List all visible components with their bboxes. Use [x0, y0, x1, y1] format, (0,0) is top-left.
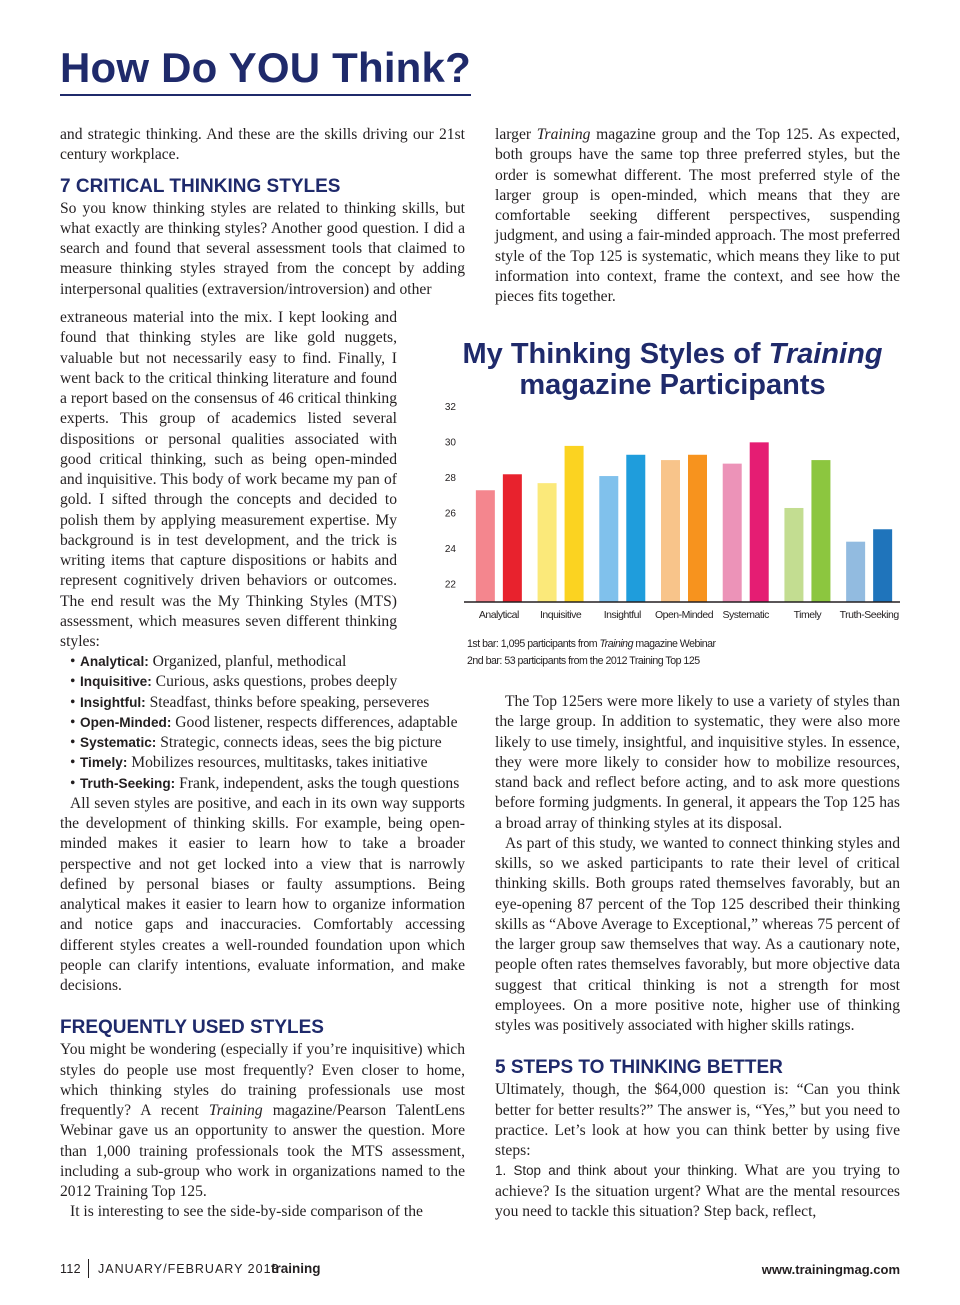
paragraph-step-1: 1. Stop and think about your thinking. What are you trying to achieve? Is the situation urgent? What are the mental resources you need to tackle this situation? Step back, reflect,	[495, 1162, 900, 1220]
x-category-label: Truth-Seeking	[839, 609, 899, 621]
x-category-label: Insightful	[603, 609, 641, 621]
list-item: • Systematic: Strategic, connects ideas, sees the big picture	[70, 733, 465, 753]
bar-analytical-series-2	[503, 474, 522, 602]
left-column-top	[60, 125, 465, 300]
heading-steps-to-thinking-better: 5 STEPS TO THINKING BETTER	[495, 1057, 783, 1079]
x-category-label: Open-Minded	[654, 609, 714, 621]
page-number: 112	[60, 1262, 81, 1276]
paragraph-variety: The Top 125ers were more likely to use a variety of styles than the large group. In addition to systematic, they were also more likely to use timely, insightful, and inquisitive styles. In essence, they were more likely to consider how to mobilize resources, stand back and reflect before acting, and to ask more questions before forming judgments. In general, it appears the Top 125 has a broad array of thinking styles at its disposal.	[495, 693, 900, 832]
thinking-styles-list	[60, 652, 465, 794]
paragraph-positive: All seven styles are positive, and each in its own way supports the development of thinking skills. For example, being open-minded makes it easier to learn how to take a broader perspective and not get locked into a view that is narrowly defined by personal biases or faulty assumptions. Being analytical makes it easier to learn how to organize information and notice gaps and inaccuracies. Comfortably accessing different styles creates a well-rounded foundation upon which people can clarify intentions, evaluate information, and make decisions.	[60, 794, 465, 994]
article-title: How Do YOU Think?	[60, 42, 471, 96]
list-item: • Analytical: Organized, planful, methodical	[70, 652, 465, 672]
thinking-styles-bar-chart	[440, 392, 902, 627]
bar-insightful-series-2	[626, 455, 645, 602]
x-category-label: Analytical	[478, 609, 519, 621]
bar-systematic-series-2	[750, 442, 769, 602]
heading-frequently-used-styles: FREQUENTLY USED STYLES	[60, 1017, 324, 1039]
bar-timely-series-2	[811, 460, 830, 602]
paragraph-styles-2: extraneous material into the mix. I kept looking and found that thinking styles are like gold nuggets, valuable but not necessarily easy to find. Finally, I went back to the critical thinking literature and found a report based on the consensus of 46 critical thinking experts. This group of academics listed several dispositions or personal qualities associated with good critical thinking, such as being open-minded and inquisitive. This body of work became my pan of gold. I sifted through the concepts and decided to polish them by applying measurement expertise. My background is in test development, and the trick is writing items that capture dispositions or habits and represent cognitively driven behaviors or outcomes. The end result was the My Thinking Styles (MTS) assessment, which measures seven different thinking styles:	[60, 309, 397, 650]
x-category-label: Systematic	[722, 609, 769, 621]
list-item: • Open-Minded: Good listener, respects differences, adaptable	[70, 713, 465, 733]
website-url: www.trainingmag.com	[761, 1262, 900, 1277]
list-item: • Insightful: Steadfast, thinks before speaking, perseveres	[70, 693, 465, 713]
chart-legend-notes	[467, 636, 716, 670]
y-tick-label: 22	[444, 579, 456, 591]
paragraph-larger-group: larger Training magazine group and the Top 125. As expected, both groups have the same top three preferred styles, but the order is somewhat different. The most preferred style of the larger group is open-minded, which means that they are comfortable seeking different perspectives, suspending judgment, and using a fair-minded approach. The most preferred style of the Top 125 is systematic, which means they like to put information into context, frame the context, and see how the pieces fits together.	[495, 126, 901, 305]
y-tick-label: 30	[444, 437, 456, 449]
left-column-narrow	[60, 308, 397, 652]
chart-title: My Thinking Styles of Training magazine Participants	[462, 338, 883, 401]
x-category-label: Timely	[793, 609, 822, 621]
bar-systematic-series-1	[723, 464, 742, 602]
y-tick-label: 26	[444, 508, 456, 520]
legend-first-bar: 1st bar: 1,095 participants from Training magazine Webinar	[467, 638, 716, 650]
bar-open-minded-series-2	[688, 455, 707, 602]
list-item: • Timely: Mobilizes resources, multitasks, takes initiative	[70, 753, 465, 773]
right-column-top	[495, 125, 900, 307]
bar-inquisitive-series-1	[538, 483, 557, 602]
left-column-bottom	[60, 652, 465, 1223]
bar-analytical-series-1	[476, 490, 495, 602]
paragraph-steps: Ultimately, though, the $64,000 question is: “Can you think better for better results?” The answer is, “Yes,” but you need to practice. Let’s look at how you can think better by using five steps:	[495, 1081, 900, 1159]
page-footer	[60, 1259, 900, 1281]
footer-divider	[88, 1259, 89, 1278]
y-tick-label: 24	[444, 543, 456, 555]
paragraph-skills: As part of this study, we wanted to connect thinking styles and skills, so we asked participants to rate their level of critical thinking skills. Both groups rated themselves favorably, but an eye-opening 87 percent of the Top 125 described their thinking skills as “Above Average to Exceptional,” whereas 75 percent of the larger group saw themselves that way. As a cautionary note, people often rates themselves favorably, but more objective data suggest that critical thinking is not a strength for most employees. On a more positive note, higher use of thinking styles was positively associated with higher skills ratings.	[495, 834, 900, 1034]
bar-truth-seeking-series-1	[846, 542, 865, 602]
issue-date: JANUARY/FEBRUARY 2013	[98, 1262, 280, 1276]
bar-inquisitive-series-2	[565, 446, 584, 602]
paragraph-intro: and strategic thinking. And these are the skills driving our 21st century workplace.	[60, 126, 465, 164]
paragraph-styles-1: So you know thinking styles are related to thinking skills, but what exactly are thinking styles? Another good question. I did a search and found that several assessment tools that claimed to measure thinking styles strayed from the concept by adding interpersonal qualities (extraversion/introversion) and other	[60, 199, 465, 298]
bar-insightful-series-1	[599, 476, 618, 602]
magazine-name: training	[271, 1261, 321, 1276]
bar-timely-series-1	[784, 508, 803, 602]
y-tick-label: 28	[444, 472, 456, 484]
paragraph-compare: It is interesting to see the side-by-side comparison of the	[70, 1203, 423, 1221]
x-category-label: Inquisitive	[539, 609, 582, 621]
heading-critical-thinking-styles: 7 CRITICAL THINKING STYLES	[60, 175, 341, 197]
list-item: • Inquisitive: Curious, asks questions, probes deeply	[70, 672, 465, 692]
y-tick-label: 32	[444, 401, 456, 413]
paragraph-frequent: You might be wondering (especially if you’re inquisitive) which styles do people use most frequently? Even closer to home, which thinking styles do training professionals use most frequently? A recent Training magazine/Pearson TalentLens Webinar gave us an opportunity to answer the question. More than 1,000 training professionals took the MTS assessment, including a sub-group who work in organizations named to the 2012 Training Top 125.	[60, 1041, 466, 1200]
bar-truth-seeking-series-2	[873, 529, 892, 602]
bar-open-minded-series-1	[661, 460, 680, 602]
legend-second-bar: 2nd bar: 53 participants from the 2012 Training Top 125	[467, 655, 700, 667]
list-item: • Truth-Seeking: Frank, independent, asks the tough questions	[70, 774, 465, 794]
right-column-bottom	[495, 692, 900, 1222]
